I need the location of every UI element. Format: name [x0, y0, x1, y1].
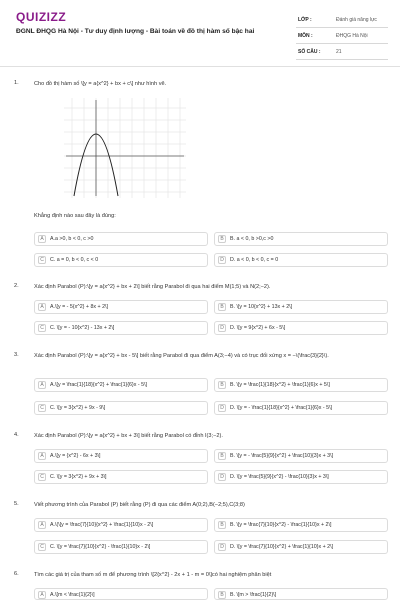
option-b[interactable]	[214, 518, 388, 532]
info-value: 21	[334, 44, 388, 60]
option-text: D. \[y = \frac{5}{9}{x^2} - \frac{10}{3}x + 3\]	[230, 474, 329, 480]
option-d[interactable]	[214, 470, 388, 484]
option-text: D. \[y = 9{x^2} + 6x - 5\]	[230, 325, 286, 331]
info-row-subject	[296, 28, 388, 44]
option-a[interactable]	[34, 449, 208, 463]
option-b[interactable]	[214, 588, 388, 600]
option-text: B. a < 0, b >0,c >0	[230, 236, 274, 242]
option-text: A.\[m < \frac{1}{2}\]	[50, 592, 95, 598]
option-text: A.\[y = - 5{x^2} + 8x + 2\]	[50, 304, 108, 310]
option-text: A.\[y = {x^2} - 6x + 3\]	[50, 453, 101, 459]
option-a[interactable]	[34, 232, 208, 246]
header-divider	[0, 66, 400, 67]
option-text: B. \[y = \frac{7}{10}{x^2} - \frac{1}{10}x + 2\]	[230, 522, 332, 528]
option-text: C. \[y = \frac{7}{10}{x^2} - \frac{1}{10}x - 2\]	[50, 544, 151, 550]
option-text: A.\(\[y = \frac{7}{10}{x^2} + \frac{1}{10}x - 2\]	[50, 522, 154, 528]
option-text: D. \[y = \frac{7}{10}{x^2} + \frac{1}{10}x + 2\]	[230, 544, 334, 550]
option-a[interactable]	[34, 300, 208, 314]
info-label: MÔN :	[296, 28, 334, 44]
option-letter: B	[218, 303, 226, 311]
quizizz-logo: QUIZIZZ	[16, 10, 67, 24]
option-b[interactable]	[214, 300, 388, 314]
option-text: B. \[y = \frac{1}{18}{x^2} + \frac{1}{6}x + 5\]	[230, 382, 330, 388]
option-c[interactable]	[34, 540, 208, 554]
option-text: C. \[y = 3{x^2} + 9x - 9\]	[50, 405, 106, 411]
document-title: ĐGNL ĐHQG Hà Nội - Tư duy định lượng - Bài toán về đồ thị hàm số bậc hai	[16, 28, 255, 35]
option-d[interactable]	[214, 321, 388, 335]
option-d[interactable]	[214, 253, 388, 267]
option-letter: C	[38, 473, 46, 481]
question-number: 6.	[14, 571, 19, 577]
option-letter: A	[38, 521, 46, 529]
option-letter: A	[38, 303, 46, 311]
option-text: C. \[y = - 10{x^2} - 13x + 2\]	[50, 325, 115, 331]
question-number: 1.	[14, 80, 19, 86]
info-row-count	[296, 44, 388, 60]
option-letter: B	[218, 452, 226, 460]
option-letter: A	[38, 591, 46, 599]
question-text: Viết phương trình của Parabol (P) biết rằng (P) đi qua các điểm A(0;2),B(−2;5),C(3;8)	[34, 502, 245, 508]
option-a[interactable]	[34, 588, 208, 600]
option-text: C. \[y = 3{x^2} + 9x + 3\]	[50, 474, 107, 480]
option-letter: C	[38, 543, 46, 551]
question-number: 4.	[14, 432, 19, 438]
option-letter: B	[218, 381, 226, 389]
graph-grid	[64, 98, 186, 198]
option-a[interactable]	[34, 378, 208, 392]
option-letter: A	[38, 381, 46, 389]
info-row-class	[296, 12, 388, 28]
option-letter: A	[38, 452, 46, 460]
info-value: Đánh giá năng lực	[334, 12, 388, 28]
option-letter: C	[38, 256, 46, 264]
parabol-graph	[64, 98, 186, 198]
option-b[interactable]	[214, 378, 388, 392]
question-subtext: Khẳng định nào sau đây là đúng:	[34, 213, 116, 219]
option-letter: C	[38, 404, 46, 412]
question-text: Xác định Parabol (P):\[y = a{x^2} + bx + 2\] biết rằng Parabol đi qua hai điểm M(1;5) và N(2;−2).	[34, 284, 271, 290]
option-c[interactable]	[34, 401, 208, 415]
question-number: 2.	[14, 283, 19, 289]
info-label: LỚP :	[296, 12, 334, 28]
option-letter: D	[218, 324, 226, 332]
question-number: 5.	[14, 501, 19, 507]
option-letter: C	[38, 324, 46, 332]
option-letter: A	[38, 235, 46, 243]
question-text: Xác định Parabol (P):\[y = a{x^2} + bx - 5\] biết rằng Parabol đi qua điểm A(3;−4) và có trục đối xứng x = −\(\frac{3}{2}\).	[34, 353, 329, 359]
option-b[interactable]	[214, 232, 388, 246]
info-label: SỐ CÂU :	[296, 44, 334, 60]
info-value: ĐHQG Hà Nội	[334, 28, 388, 44]
option-letter: D	[218, 473, 226, 481]
option-text: D. a < 0, b < 0, c = 0	[230, 257, 279, 263]
option-text: C. a = 0, b < 0, c < 0	[50, 257, 99, 263]
option-text: B. \[y = - \frac{5}{9}{x^2} + \frac{10}{3}x + 3\]	[230, 453, 334, 459]
question-text: Xác định Parabol (P):\[y = a{x^2} + bx + 3\] biết rằng Parabol có đỉnh I(3;−2).	[34, 433, 223, 439]
option-letter: D	[218, 543, 226, 551]
option-c[interactable]	[34, 470, 208, 484]
option-a[interactable]	[34, 518, 208, 532]
graph-svg	[64, 98, 186, 198]
option-text: B. \[y = 10{x^2} + 13x + 2\]	[230, 304, 293, 310]
option-d[interactable]	[214, 401, 388, 415]
info-table	[296, 12, 388, 60]
question-text: Tìm các giá trị của tham số m để phương trình \[2{x^2} - 2x + 1 - m = 0\]có hai nghiệm phân biệt	[34, 572, 272, 578]
option-text: A.\[y = \frac{1}{18}{x^2} + \frac{1}{6}x - 5\]	[50, 382, 148, 388]
option-letter: D	[218, 404, 226, 412]
option-letter: D	[218, 256, 226, 264]
option-letter: B	[218, 521, 226, 529]
option-d[interactable]	[214, 540, 388, 554]
question-text: Cho đồ thị hàm số \[y = a{x^2} + bx + c\] như hình vẽ.	[34, 81, 167, 87]
option-c[interactable]	[34, 253, 208, 267]
option-letter: B	[218, 591, 226, 599]
option-text: A.a >0, b < 0, c >0	[50, 236, 94, 242]
option-c[interactable]	[34, 321, 208, 335]
option-text: D. \[y = - \frac{1}{18}{x^2} + \frac{1}{6}x - 5\]	[230, 405, 333, 411]
option-letter: B	[218, 235, 226, 243]
question-number: 3.	[14, 352, 19, 358]
option-text: B. \[m > \frac{1}{2}\]	[230, 592, 277, 598]
option-b[interactable]	[214, 449, 388, 463]
